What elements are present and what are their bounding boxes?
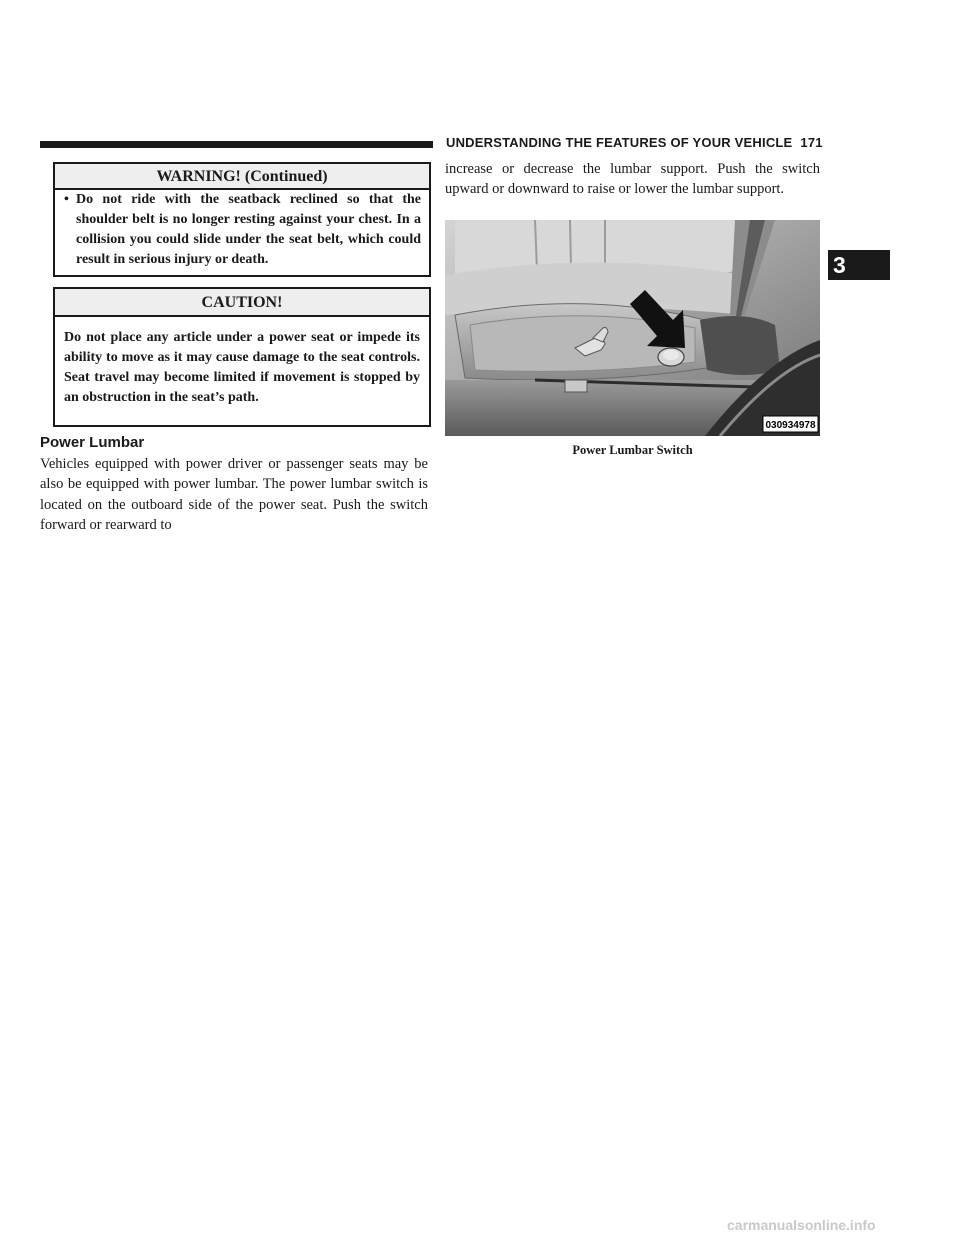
page-number: 171 <box>800 135 823 150</box>
header-rule <box>40 141 433 148</box>
power-lumbar-photo <box>445 220 820 436</box>
body-paragraph-left: Vehicles equipped with power driver or passenger seats may be also be equipped with power lumbar. The power lumbar switch is located on the outboard side of the power seat. Push the switch forward or rearward to <box>40 456 428 533</box>
chapter-tab: 3 <box>828 250 890 280</box>
watermark: carmanualsonline.info <box>727 1217 876 1233</box>
warning-text: Do not ride with the seatback reclined so that the shoulder belt is no longer resting against your chest. In a collision you could slide under the seat belt, which could result in serious injury or death. <box>76 192 421 267</box>
warning-title: WARNING! (Continued) <box>55 164 429 190</box>
caution-box <box>53 287 431 427</box>
bullet-icon: • <box>64 192 69 207</box>
chapter-title: UNDERSTANDING THE FEATURES OF YOUR VEHICLE <box>446 135 793 150</box>
section-heading: Power Lumbar <box>40 434 145 451</box>
warning-box <box>53 162 431 277</box>
image-code: 030934978 <box>765 420 816 431</box>
warning-body <box>55 190 429 270</box>
running-header <box>446 135 823 150</box>
figure-caption: Power Lumbar Switch <box>572 443 693 457</box>
caution-title: CAUTION! <box>55 289 429 317</box>
body-paragraph-right: increase or decrease the lumbar support. Push the switch upward or downward to raise or lower the lumbar support. <box>445 161 820 198</box>
caution-text: Do not place any article under a power seat or impede its ability to move as it may cause damage to the seat controls. Seat travel may become limited if movement is stopped by an obstruction in the seat’s path. <box>64 330 420 405</box>
